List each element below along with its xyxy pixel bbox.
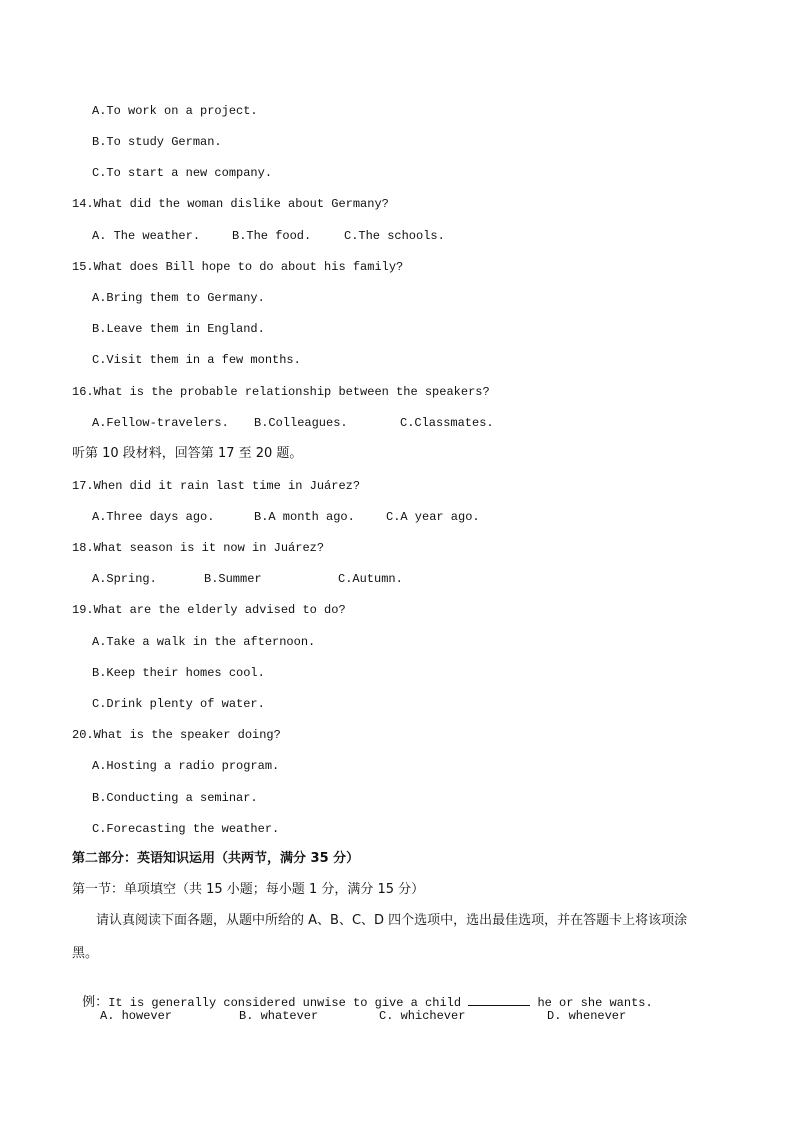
q17-options — [92, 509, 692, 525]
q18-option-a: A.Spring. — [92, 572, 157, 586]
section-10-instruction: 听第 10 段材料，回答第 17 至 20 题。 — [72, 446, 303, 461]
instructions-line-1: 请认真阅读下面各题，从题中所给的 A、B、C、D 四个选项中，选出最佳选项，并在答题卡上将该项涂 — [96, 913, 688, 928]
example-option-b: B. whatever — [239, 1009, 319, 1023]
example-sentence — [72, 977, 653, 1011]
q18-options — [92, 571, 692, 587]
q19-stem: 19.What are the elderly advised to do? — [72, 603, 346, 617]
q14-option-a: A. The weather. — [92, 229, 201, 243]
example-text-before-blank: It is generally considered unwise to give a child — [108, 996, 462, 1010]
q16-option-a: A.Fellow-travelers. — [92, 416, 229, 430]
q18-stem: 18.What season is it now in Juárez? — [72, 541, 325, 555]
example-blank — [468, 995, 530, 1006]
q13-option-a: A.To work on a project. — [92, 104, 258, 118]
example-option-a: A. however — [100, 1009, 173, 1023]
q15-stem: 15.What does Bill hope to do about his family? — [72, 260, 404, 274]
q19-option-c: C.Drink plenty of water. — [92, 697, 265, 711]
part-2-heading: 第二部分：英语知识运用（共两节，满分 35 分） — [72, 851, 360, 866]
q14-options — [92, 228, 692, 244]
q17-option-b: B.A month ago. — [254, 510, 355, 524]
q17-stem: 17.When did it rain last time in Juárez? — [72, 479, 361, 493]
q17-option-a: A.Three days ago. — [92, 510, 215, 524]
q15-option-a: A.Bring them to Germany. — [92, 291, 265, 305]
q20-stem: 20.What is the speaker doing? — [72, 728, 281, 742]
q20-option-a: A.Hosting a radio program. — [92, 759, 280, 773]
q15-option-c: C.Visit them in a few months. — [92, 353, 301, 367]
example-options — [100, 1008, 720, 1024]
q13-option-b: B.To study German. — [92, 135, 222, 149]
q19-option-a: A.Take a walk in the afternoon. — [92, 635, 316, 649]
q14-option-c: C.The schools. — [344, 229, 445, 243]
q14-option-b: B.The food. — [232, 229, 312, 243]
example-text-after-blank: he or she wants. — [537, 996, 653, 1010]
q13-option-c: C.To start a new company. — [92, 166, 273, 180]
section-1-heading: 第一节：单项填空（共 15 小题；每小题 1 分，满分 15 分） — [72, 882, 425, 897]
example-option-d: D. whenever — [547, 1009, 627, 1023]
q20-option-c: C.Forecasting the weather. — [92, 822, 280, 836]
q16-option-b: B.Colleagues. — [254, 416, 348, 430]
q18-option-c: C.Autumn. — [338, 572, 403, 586]
q16-option-c: C.Classmates. — [400, 416, 494, 430]
q15-option-b: B.Leave them in England. — [92, 322, 265, 336]
q20-option-b: B.Conducting a seminar. — [92, 791, 258, 805]
example-option-c: C. whichever — [379, 1009, 466, 1023]
q17-option-c: C.A year ago. — [386, 510, 480, 524]
q16-options — [92, 415, 692, 431]
q16-stem: 16.What is the probable relationship between the speakers? — [72, 385, 490, 399]
q18-option-b: B.Summer — [204, 572, 262, 586]
q14-stem: 14.What did the woman dislike about Germany? — [72, 197, 389, 211]
q19-option-b: B.Keep their homes cool. — [92, 666, 265, 680]
instructions-line-2: 黑。 — [72, 946, 99, 961]
example-label: 例： — [82, 995, 109, 1010]
